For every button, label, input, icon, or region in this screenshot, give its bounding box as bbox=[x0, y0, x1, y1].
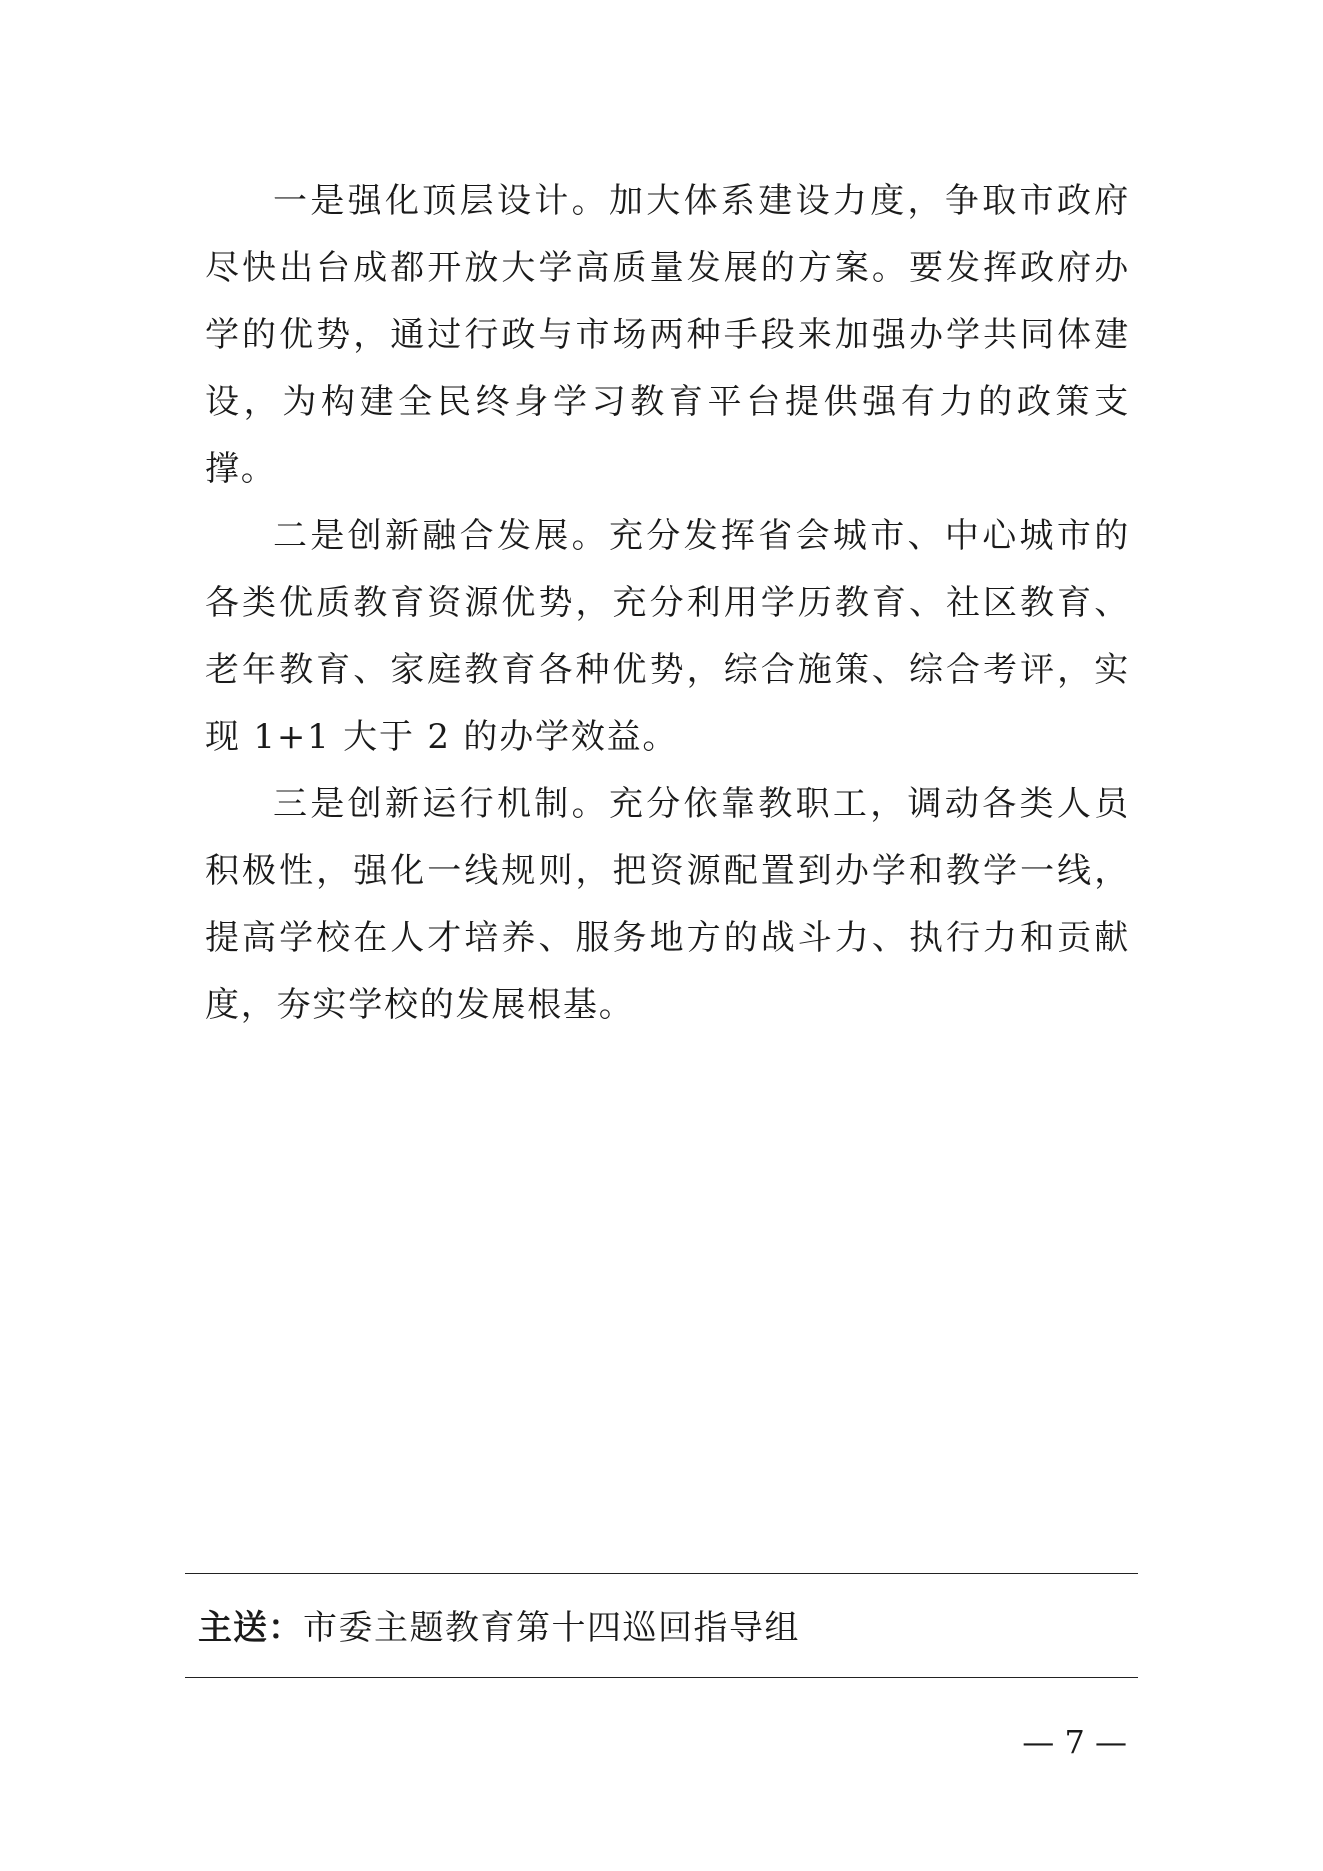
footer-bottom-rule bbox=[185, 1677, 1138, 1678]
recipient-value: 市委主题教育第十四巡回指导组 bbox=[303, 1608, 800, 1648]
footer-top-rule bbox=[185, 1573, 1138, 1574]
recipient-label: 主送： bbox=[198, 1608, 303, 1648]
recipients-line bbox=[198, 1606, 800, 1650]
document-body bbox=[205, 168, 1130, 1039]
page-number: — 7 — bbox=[1022, 1723, 1127, 1761]
paragraph-top-level-design: 一是强化顶层设计。加大体系建设力度，争取市政府尽快出台成都开放大学高质量发展的方案。要发挥政府办学的优势，通过行政与市场两种手段来加强办学共同体建设，为构建全民终身学习教育平台提供强有力的政策支撑。 bbox=[205, 181, 1130, 489]
paragraph-integrated-development: 二是创新融合发展。充分发挥省会城市、中心城市的各类优质教育资源优势，充分利用学历教育、社区教育、老年教育、家庭教育各种优势，综合施策、综合考评，实现 1+1 大于 2 的办学效益。 bbox=[205, 516, 1130, 757]
paragraph-operating-mechanism: 三是创新运行机制。充分依靠教职工，调动各类人员积极性，强化一线规则，把资源配置到办学和教学一线，提高学校在人才培养、服务地方的战斗力、执行力和贡献度，夯实学校的发展根基。 bbox=[205, 784, 1130, 1025]
